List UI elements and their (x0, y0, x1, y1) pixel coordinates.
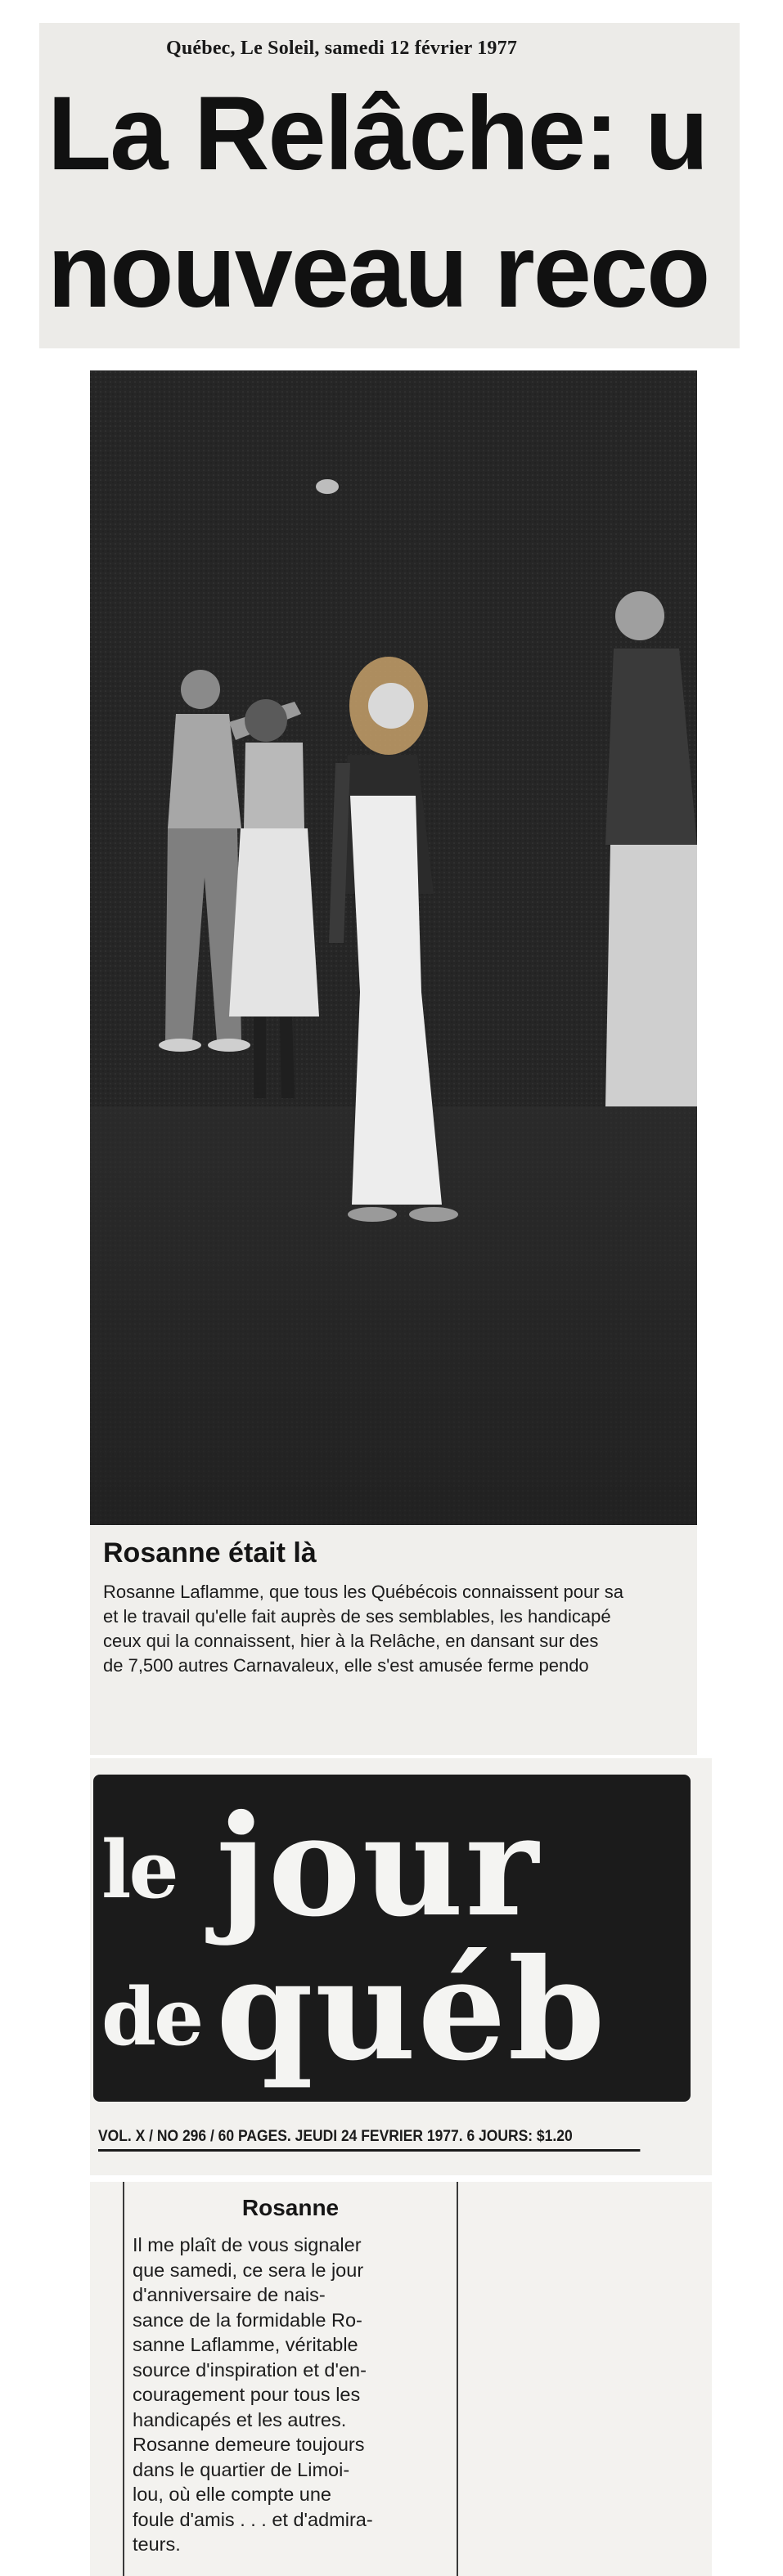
caption-line: Rosanne Laflamme, que tous les Québécois connaissent pour sa (103, 1582, 623, 1602)
column-rule-left (123, 2182, 124, 2576)
column-line: Il me plaît de vous signaler (133, 2234, 362, 2255)
headline-line-1: La Relâche: u (47, 75, 708, 192)
headline (47, 65, 709, 340)
column-line: dans le quartier de Limoi- (133, 2458, 350, 2480)
column-text (133, 2233, 453, 2557)
column-rule-right (457, 2182, 458, 2576)
dance-photo-icon (90, 370, 697, 1525)
dateline: Québec, Le Soleil, samedi 12 février 1977 (166, 38, 518, 59)
column-title: Rosanne (241, 2195, 340, 2220)
column-line: handicapés et les autres. (133, 2408, 347, 2430)
newspaper-masthead (93, 1775, 691, 2102)
column-line: sance de la formidable Ro- (133, 2309, 362, 2331)
caption-title: Rosanne était là (103, 1537, 317, 1568)
masthead-clipping (90, 1758, 712, 2175)
headline-clipping (39, 23, 740, 348)
column-clipping (90, 2182, 712, 2576)
masthead-le: le (101, 1824, 177, 1916)
dance-photo (90, 370, 697, 1525)
column-line: couragement pour tous les (133, 2384, 361, 2405)
masthead-de: de (101, 1971, 202, 2063)
column-line: teurs. (133, 2533, 181, 2555)
column-line: sanne Laflamme, véritable (133, 2334, 358, 2355)
caption-text (103, 1580, 697, 1678)
column-line: d'anniversaire de nais- (133, 2284, 326, 2305)
issue-line: VOL. X / NO 296 / 60 PAGES. JEUDI 24 FEVRIER 1977. 6 JOURS: $1.20 (98, 2128, 640, 2152)
headline-line-2: nouveau reco (47, 213, 709, 330)
column-line: lou, où elle compte une (133, 2484, 331, 2505)
caption-line: ceux qui la connaissent, hier à la Relâche, en dansant sur des (103, 1631, 599, 1651)
masthead-quebec: québ (216, 1928, 607, 2092)
caption-line: de 7,500 autres Carnavaleux, elle s'est amusée ferme pendo (103, 1655, 589, 1676)
column-line: que samedi, ce sera le jour (133, 2259, 364, 2281)
photo-caption (90, 1526, 697, 1755)
column-line: foule d'amis . . . et d'admira- (133, 2508, 373, 2530)
column-line: Rosanne demeure toujours (133, 2434, 365, 2455)
masthead-jour: jour (216, 1784, 541, 1948)
column-line: source d'inspiration et d'en- (133, 2358, 367, 2381)
caption-line: et le travail qu'elle fait auprès de ses semblables, les handicapé (103, 1606, 611, 1627)
